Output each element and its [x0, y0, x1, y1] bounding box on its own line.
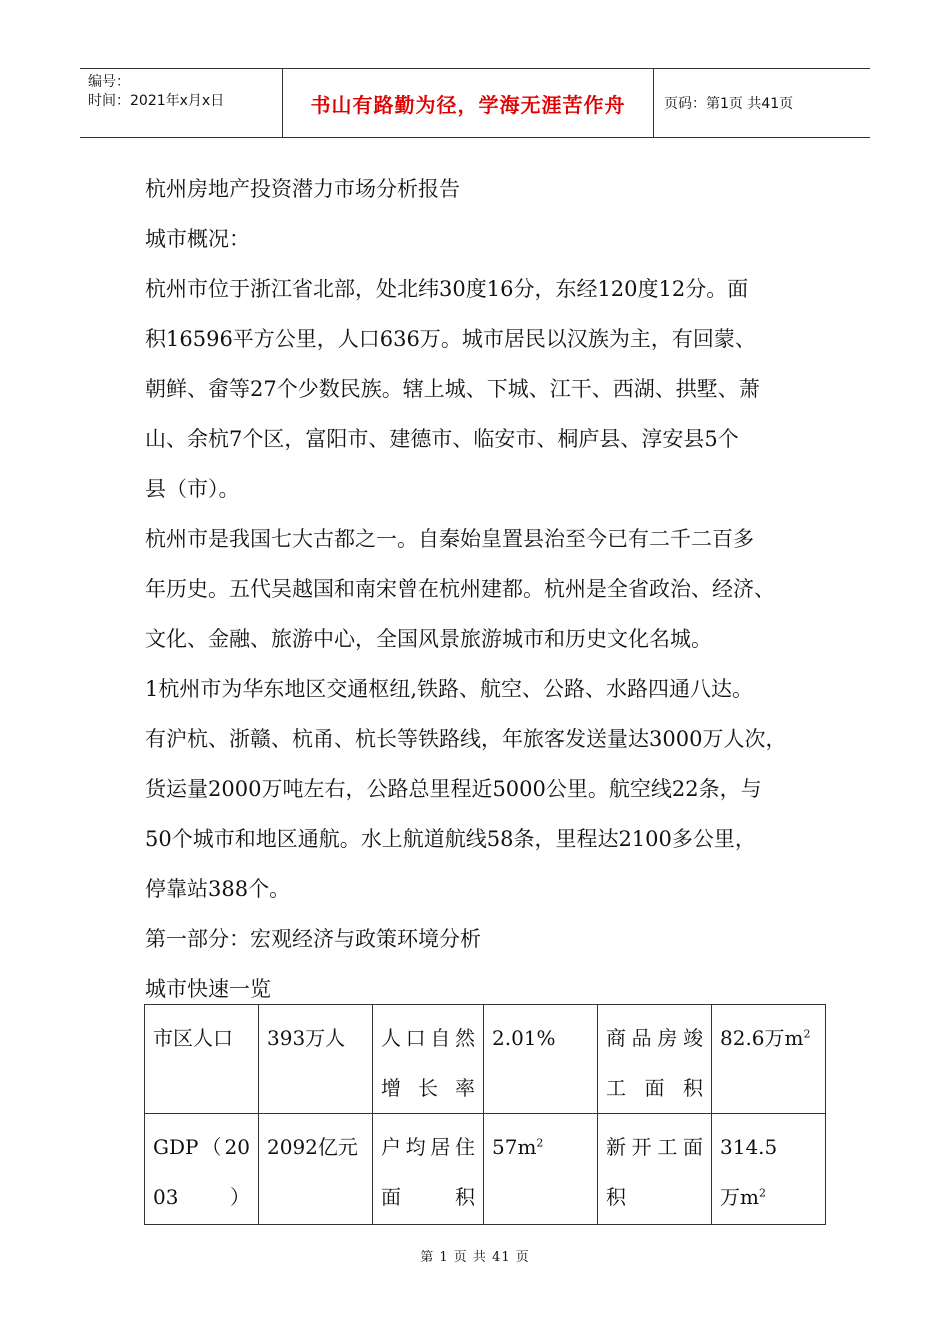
paragraph-line: 朝鲜、畲等27个少数民族。辖上城、下城、江干、西湖、拱墅、萧	[145, 377, 760, 401]
cell-value: 82.6万m	[720, 1026, 804, 1050]
paragraph-line: 杭州市位于浙江省北部，处北纬30度16分，东经120度12分。面	[145, 277, 749, 301]
paragraph-line: 文化、金融、旅游中心，全国风景旅游城市和历史文化名城。	[145, 627, 712, 651]
document-body	[145, 164, 825, 1014]
quick-view-heading: 城市快速一览	[145, 977, 271, 1001]
paragraph-line: 1杭州市为华东地区交通枢纽,铁路、航空、公路、水路四通八达。	[145, 677, 754, 701]
paragraph-line: 杭州市是我国七大古都之一。自秦始皇置县治至今已有二千二百多	[145, 527, 754, 551]
superscript: 2	[758, 1186, 766, 1200]
table-cell	[484, 1114, 598, 1225]
table-cell: 新开工面积	[598, 1114, 712, 1225]
table-cell: 人口自然增长率	[373, 1005, 484, 1114]
city-overview-heading: 城市概况：	[145, 227, 250, 251]
header-meta	[80, 69, 282, 137]
cell-value: 314.5 万m	[720, 1135, 798, 1209]
document-title: 杭州房地产投资潜力市场分析报告	[145, 177, 460, 201]
table-cell: 市区人口	[145, 1005, 259, 1114]
table-cell: 户均居住面积	[373, 1114, 484, 1225]
paragraph-line: 县（市）。	[145, 477, 240, 501]
table-cell: GDP（2003）	[145, 1114, 259, 1225]
header-motto: 书山有路勤为径，学海无涯苦作舟	[282, 69, 654, 137]
paragraph-line: 停靠站388个。	[145, 877, 291, 901]
page-footer: 第 1 页 共 41 页	[420, 1250, 530, 1265]
table-cell: 2092亿元	[259, 1114, 373, 1225]
city-quick-view-table	[144, 1004, 826, 1225]
header-page-info: 页码：第1页 共41页	[664, 96, 794, 112]
cell-value: 57m	[492, 1135, 537, 1159]
paragraph-line: 山、余杭7个区，富阳市、建德市、临安市、桐庐县、淳安县5个	[145, 427, 739, 451]
paragraph-line: 50个城市和地区通航。水上航道航线58条，里程达2100多公里，	[145, 827, 756, 851]
table-cell	[712, 1005, 826, 1114]
part1-heading: 第一部分：宏观经济与政策环境分析	[145, 927, 481, 951]
table-cell: 2.01%	[484, 1005, 598, 1114]
time-label: 时间：2021年x月x日	[88, 93, 225, 109]
superscript: 2	[803, 1027, 811, 1041]
paragraph-line: 年历史。五代吴越国和南宋曾在杭州建都。杭州是全省政治、经济、	[145, 577, 775, 601]
superscript: 2	[536, 1136, 544, 1150]
page-header	[80, 68, 870, 138]
paragraph-line: 有沪杭、浙赣、杭甬、杭长等铁路线，年旅客发送量达3000万人次，	[145, 727, 787, 751]
table-cell: 商品房竣工面积	[598, 1005, 712, 1114]
paragraph-line: 积16596平方公里，人口636万。城市居民以汉族为主，有回蒙、	[145, 327, 756, 351]
table-cell	[712, 1114, 826, 1225]
paragraph-line: 货运量2000万吨左右，公路总里程近5000公里。航空线22条，与	[145, 777, 762, 801]
number-label: 编号：	[88, 74, 130, 90]
table-cell: 393万人	[259, 1005, 373, 1114]
table-row	[145, 1114, 826, 1225]
table-row	[145, 1005, 826, 1114]
